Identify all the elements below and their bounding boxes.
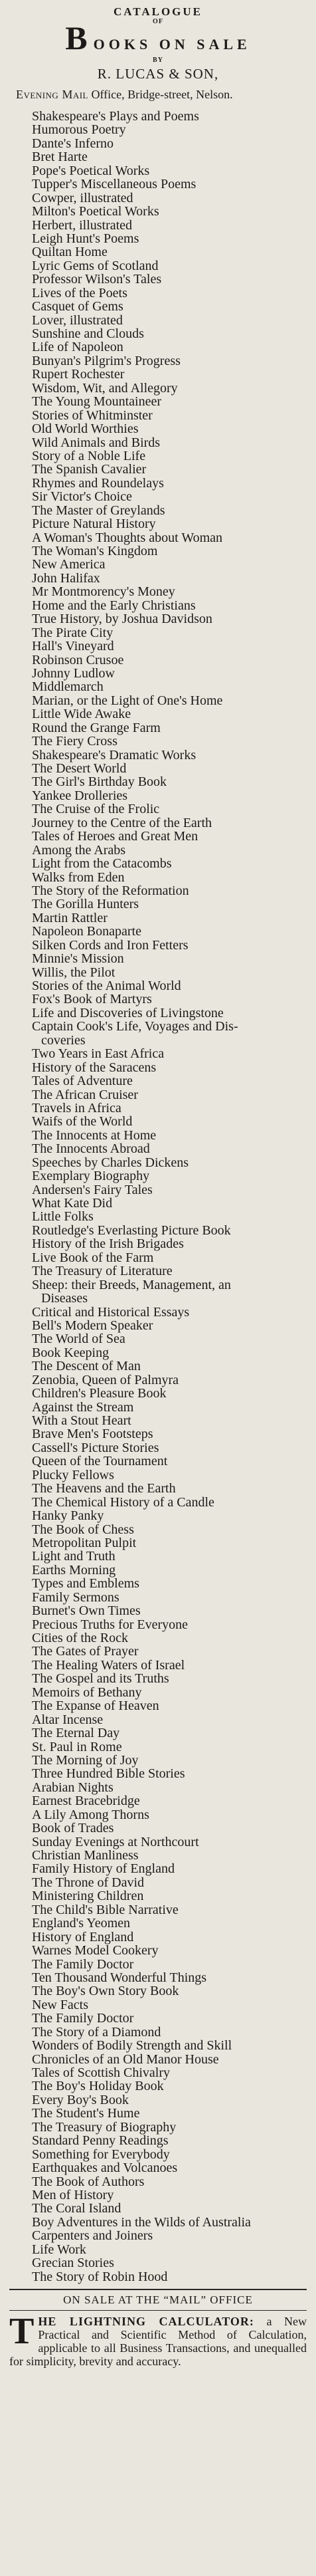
book-list-item: Willis, the Pilot xyxy=(32,965,116,980)
book-list-item: The Healing Waters of Israel xyxy=(32,1657,185,1673)
book-list-item: Book Keeping xyxy=(32,1345,110,1360)
book-list-item: Story of a Noble Life xyxy=(32,448,146,463)
book-list-item: Bunyan's Pilgrim's Progress xyxy=(32,353,181,368)
book-list-item: Two Years in East Africa xyxy=(32,1046,165,1062)
heading-of: OF xyxy=(153,18,163,25)
book-list-item: The Girl's Birthday Book xyxy=(32,774,167,790)
book-list-item: History of England xyxy=(32,1929,134,1944)
book-list-item: Pope's Poetical Works xyxy=(32,163,150,178)
book-list-item: Mr Montmorency's Money xyxy=(32,584,175,600)
book-list-item: The Treasury of Biography xyxy=(32,2119,177,2135)
book-list-item: The Expanse of Heaven xyxy=(32,1698,159,1714)
book-list-item: The Treasury of Literature xyxy=(32,1264,173,1279)
book-list-item: Bell's Modern Speaker xyxy=(32,1318,153,1333)
book-list-item: Precious Truths for Everyone xyxy=(32,1617,188,1632)
calculator-title: HE LIGHTNING CALCULATOR: xyxy=(38,2315,254,2328)
book-list-item: Casquet of Gems xyxy=(32,299,123,314)
book-list-item: Types and Emblems xyxy=(32,1576,139,1591)
book-list-item: Chronicles of an Old Manor House xyxy=(32,2051,219,2067)
book-list-item: Cassell's Picture Stories xyxy=(32,1440,159,1455)
book-list-item: The Child's Bible Narrative xyxy=(32,1902,179,1917)
book-list-item: Sheep: their Breeds, Management, an xyxy=(32,1277,231,1292)
book-list-item: The Eternal Day xyxy=(32,1726,120,1741)
book-list-item: Light and Truth xyxy=(32,1549,116,1564)
book-list-item: The Throne of David xyxy=(32,1875,145,1890)
book-list-item: Wonders of Bodily Strength and Skill xyxy=(32,2038,232,2053)
book-list-item: With a Stout Heart xyxy=(32,1413,131,1428)
publisher-name: R. LUCAS & SON, xyxy=(97,66,219,82)
book-list-item: John Halifax xyxy=(32,570,100,586)
book-list-item: The Innocents Abroad xyxy=(32,1141,150,1157)
book-list-item: The Book of Authors xyxy=(32,2174,145,2189)
book-list-item: Martin Rattler xyxy=(32,910,108,925)
book-list-item: Milton's Poetical Works xyxy=(32,204,159,219)
book-list-item: What Kate Did xyxy=(32,1196,113,1211)
book-list-item: Humorous Poetry xyxy=(32,122,126,138)
book-list-item: Critical and Historical Essays xyxy=(32,1304,190,1320)
book-list-item: Wisdom, Wit, and Allegory xyxy=(32,380,178,396)
book-list-item: Routledge's Everlasting Picture Book xyxy=(32,1223,231,1238)
book-list-item: Round the Grange Farm xyxy=(32,720,161,735)
book-list-item: The Morning of Joy xyxy=(32,1752,139,1768)
book-list-item: Brave Men's Footsteps xyxy=(32,1427,153,1442)
book-list-item: History of the Saracens xyxy=(32,1060,157,1075)
book-list-item: Shakespeare's Dramatic Works xyxy=(32,747,197,762)
book-list-item: Sir Victor's Choice xyxy=(32,489,132,505)
book-list-item: Earthquakes and Volcanoes xyxy=(32,2161,178,2176)
book-list-item: The Boy's Own Story Book xyxy=(32,1984,179,1999)
book-list-item: History of the Irish Brigades xyxy=(32,1236,184,1252)
book-list-item: The Spanish Cavalier xyxy=(32,462,147,477)
book-list-item: Three Hundred Bible Stories xyxy=(32,1766,185,1782)
catalogue-heading: CATALOGUE xyxy=(113,5,203,18)
book-list-item: Johnny Ludlow xyxy=(32,665,115,681)
divider-rule xyxy=(9,2289,307,2290)
book-list-item: Wild Animals and Birds xyxy=(32,435,161,450)
book-list-item: Middlemarch xyxy=(32,679,104,695)
book-list-item: The Heavens and the Earth xyxy=(32,1481,176,1496)
book-list-item: The Gates of Prayer xyxy=(32,1644,139,1659)
book-list-item: The Coral Island xyxy=(32,2201,121,2216)
book-list-item: Tales of Adventure xyxy=(32,1074,133,1089)
heading-by: BY xyxy=(153,57,163,64)
book-list-item: Waifs of the World xyxy=(32,1114,133,1129)
book-list-item: Arabian Nights xyxy=(32,1780,114,1795)
book-list-item: The Story of the Reformation xyxy=(32,883,189,898)
book-list-item: Family Sermons xyxy=(32,1589,119,1605)
book-list-item: Plucky Fellows xyxy=(32,1467,114,1482)
book-list-item: The Gorilla Hunters xyxy=(32,897,139,912)
book-list-item: Zenobia, Queen of Palmyra xyxy=(32,1372,179,1387)
book-list-item: Metropolitan Pulpit xyxy=(32,1535,137,1550)
book-list-item: Leigh Hunt's Poems xyxy=(32,231,139,246)
calculator-dropcap: T xyxy=(9,2311,35,2352)
book-list-item: Life of Napoleon xyxy=(32,340,123,355)
book-list-item: Dante's Inferno xyxy=(32,136,114,151)
book-list-item: The Book of Chess xyxy=(32,1522,134,1537)
book-list-item: Cities of the Rock xyxy=(32,1631,128,1645)
book-list-item: Sunday Evenings at Northcourt xyxy=(32,1834,199,1849)
book-list-item: Picture Natural History xyxy=(32,517,156,532)
calculator-description: a New Practical and Scientific Method of Calculation, applicable to all Business Transactions, and unequalled for simplicity, brevity and accuracy. xyxy=(9,2315,307,2368)
title-dropcap: B xyxy=(65,19,92,57)
book-list xyxy=(9,110,307,2283)
book-list-item: Standard Penny Readings xyxy=(32,2133,169,2149)
book-list-item: The Gospel and its Truths xyxy=(32,1671,169,1687)
title-rest: OOKS ON SALE xyxy=(93,36,251,53)
book-list-item: Children's Pleasure Book xyxy=(32,1386,167,1401)
book-list-item: Captain Cook's Life, Voyages and Dis- xyxy=(32,1019,238,1034)
book-list-item: Little Folks xyxy=(32,1209,94,1225)
book-list-item: Sunshine and Clouds xyxy=(32,326,144,341)
book-list-item: Memoirs of Bethany xyxy=(32,1685,142,1700)
book-list-item: Rupert Rochester xyxy=(32,367,125,382)
on-sale-heading: ON SALE AT THE “MAIL” OFFICE xyxy=(63,2293,253,2306)
book-list-item: Old World Worthies xyxy=(32,421,139,437)
book-list-item: Altar Incense xyxy=(32,1712,104,1727)
book-list-item: England's Yeomen xyxy=(32,1916,131,1931)
book-list-item: Hall's Vineyard xyxy=(32,639,114,654)
book-list-item: Men of History xyxy=(32,2187,114,2202)
book-list-item: Grecian Stories xyxy=(32,2256,114,2271)
address-paper-name: Evening Mail xyxy=(16,88,88,101)
book-list-item: Warnes Model Cookery xyxy=(32,1943,159,1958)
book-list-item: Against the Stream xyxy=(32,1399,134,1415)
book-list-item: The Desert World xyxy=(32,761,127,776)
book-list-item: Herbert, illustrated xyxy=(32,217,133,233)
book-list-item: True History, by Joshua Davidson xyxy=(32,612,212,627)
book-list-item: Ministering Children xyxy=(32,1889,144,1904)
book-list-item: Cowper, illustrated xyxy=(32,190,133,205)
book-list-item: Book of Trades xyxy=(32,1821,114,1836)
book-list-item: Professor Wilson's Tales xyxy=(32,272,162,287)
book-list-item: The Chemical History of a Candle xyxy=(32,1494,214,1510)
book-list-item: Tupper's Miscellaneous Poems xyxy=(32,177,197,192)
book-list-item: The Family Doctor xyxy=(32,2011,134,2026)
book-list-item: The Student's Hume xyxy=(32,2106,140,2121)
book-list-item: The Story of Robin Hood xyxy=(32,2269,168,2284)
calculator-advert xyxy=(9,2311,307,2368)
book-list-item: Little Wide Awake xyxy=(32,707,131,722)
book-list-item: Christian Manliness xyxy=(32,1848,139,1863)
book-list-item: Stories of the Animal World xyxy=(32,979,181,993)
book-list-item: Tales of Scottish Chivalry xyxy=(32,2065,171,2080)
book-list-item: The Cruise of the Frolic xyxy=(32,802,160,817)
book-list-item: The Woman's Kingdom xyxy=(32,544,158,558)
book-list-item: Family History of England xyxy=(32,1861,175,1877)
book-list-item: Lover, illustrated xyxy=(32,312,123,328)
book-list-item: Every Boy's Book xyxy=(32,2092,129,2107)
book-list-item: Tales of Heroes and Great Men xyxy=(32,829,198,844)
book-list-item: Robinson Crusoe xyxy=(32,652,124,667)
book-list-item: Yankee Drolleries xyxy=(32,788,128,803)
book-list-item: Something for Everybody xyxy=(32,2147,170,2162)
book-list-item: The Young Mountaineer xyxy=(32,394,161,410)
book-list-item: Diseases xyxy=(41,1291,88,1306)
book-list-item: Minnie's Mission xyxy=(32,951,124,967)
book-list-item: Andersen's Fairy Tales xyxy=(32,1182,153,1197)
book-list-item: The Pirate City xyxy=(32,625,114,640)
book-list-item: St. Paul in Rome xyxy=(32,1739,122,1754)
book-list-item: Among the Arabs xyxy=(32,842,126,858)
book-list-item: Napoleon Bonaparte xyxy=(32,924,141,939)
book-list-item: Boy Adventures in the Wilds of Australia xyxy=(32,2214,251,2230)
book-list-item: The Boy's Holiday Book xyxy=(32,2079,164,2094)
book-list-item: Home and the Early Christians xyxy=(32,598,196,613)
book-list-item: Walks from Eden xyxy=(32,870,125,885)
book-list-item: Shakespeare's Plays and Poems xyxy=(32,109,199,124)
book-list-item: A Lily Among Thorns xyxy=(32,1807,149,1822)
publisher-address xyxy=(9,84,307,104)
book-list-item: Speeches by Charles Dickens xyxy=(32,1155,189,1170)
book-list-item: Carpenters and Joiners xyxy=(32,2228,153,2244)
book-list-item: Ten Thousand Wonderful Things xyxy=(32,1970,207,1985)
book-list-item: Lives of the Poets xyxy=(32,285,127,300)
book-list-item: A Woman's Thoughts about Woman xyxy=(32,530,223,545)
book-list-item: Earnest Bracebridge xyxy=(32,1794,140,1809)
book-list-item: Journey to the Centre of the Earth xyxy=(32,815,212,830)
book-list-item: The Family Doctor xyxy=(32,1956,134,1972)
book-list-item: Earths Morning xyxy=(32,1562,116,1578)
book-list-item: Marian, or the Light of One's Home xyxy=(32,693,223,708)
book-list-item: Life and Discoveries of Livingstone xyxy=(32,1005,224,1020)
book-list-item: The Fiery Cross xyxy=(32,734,118,749)
book-list-item: New America xyxy=(32,557,106,572)
book-list-item: Burnet's Own Times xyxy=(32,1603,141,1619)
book-list-item: Rhymes and Roundelays xyxy=(32,475,164,491)
book-list-item: Hanky Panky xyxy=(32,1508,104,1524)
book-list-item: Live Book of the Farm xyxy=(32,1250,154,1265)
book-list-item: The Master of Greylands xyxy=(32,503,165,518)
book-list-item: Life Work xyxy=(32,2242,86,2257)
book-list-item: Silken Cords and Iron Fetters xyxy=(32,937,189,953)
book-list-item: Exemplary Biography xyxy=(32,1169,150,1184)
book-list-item: Queen of the Tournament xyxy=(32,1454,168,1469)
address-street: Office, Bridge-street, Nelson. xyxy=(91,88,233,101)
book-list-item: The World of Sea xyxy=(32,1332,125,1347)
book-list-item: Quiltan Home xyxy=(32,245,108,260)
book-list-item: New Facts xyxy=(32,1997,88,2012)
book-list-item: Travels in Africa xyxy=(32,1100,121,1115)
book-list-item: The Innocents at Home xyxy=(32,1127,157,1143)
book-list-item: Stories of Whitminster xyxy=(32,408,153,423)
book-list-item: The African Cruiser xyxy=(32,1087,138,1102)
book-list-item: Lyric Gems of Scotland xyxy=(32,258,159,273)
book-list-item: Light from the Catacombs xyxy=(32,856,172,872)
divider-rule-thin xyxy=(9,2310,307,2311)
book-list-item: The Story of a Diamond xyxy=(32,2024,161,2040)
book-list-item: Bret Harte xyxy=(32,150,88,165)
book-list-item: coveries xyxy=(41,1032,86,1048)
book-list-item: Fox's Book of Martyrs xyxy=(32,992,152,1007)
book-list-item: The Descent of Man xyxy=(32,1359,141,1374)
